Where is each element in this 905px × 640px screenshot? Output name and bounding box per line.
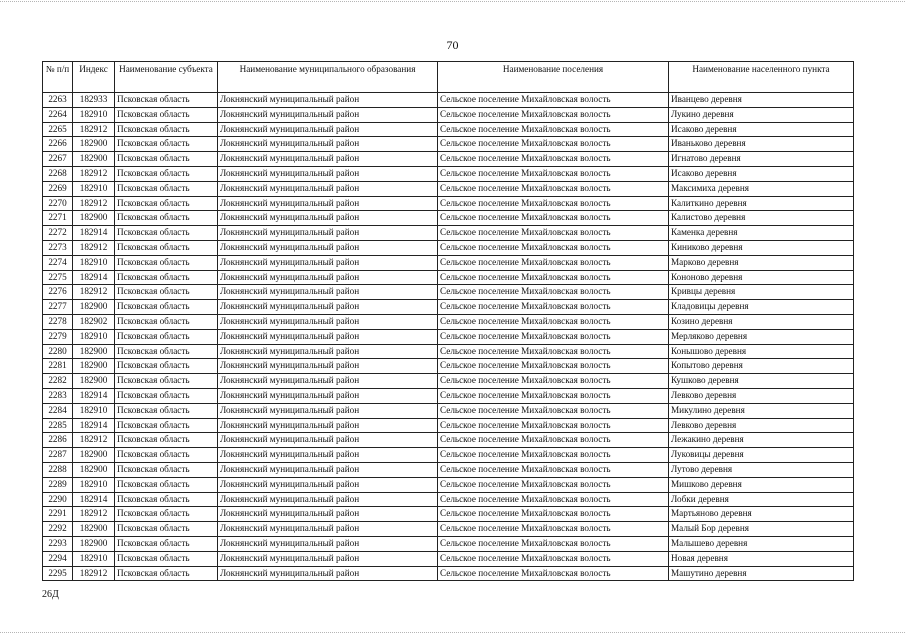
cell-index: 182912 xyxy=(73,122,115,137)
cell-subject: Псковская область xyxy=(115,418,218,433)
cell-settlement: Сельское поселение Михайловская волость xyxy=(438,344,669,359)
cell-number: 2275 xyxy=(43,270,73,285)
column-header-subject: Наименование субъекта xyxy=(115,62,218,93)
table-row xyxy=(43,359,854,374)
table-row xyxy=(43,122,854,137)
cell-subject: Псковская область xyxy=(115,344,218,359)
table-row xyxy=(43,492,854,507)
cell-index: 182910 xyxy=(73,181,115,196)
cell-locality: Конышово деревня xyxy=(669,344,854,359)
table-row xyxy=(43,166,854,181)
column-header-municipality: Наименование муниципального образования xyxy=(218,62,438,93)
cell-settlement: Сельское поселение Михайловская волость xyxy=(438,448,669,463)
cell-subject: Псковская область xyxy=(115,314,218,329)
table-row xyxy=(43,388,854,403)
cell-settlement: Сельское поселение Михайловская волость xyxy=(438,166,669,181)
table-row xyxy=(43,536,854,551)
table-row xyxy=(43,240,854,255)
cell-municipality: Локнянский муниципальный район xyxy=(218,374,438,389)
cell-subject: Псковская область xyxy=(115,536,218,551)
table-row xyxy=(43,211,854,226)
cell-index: 182914 xyxy=(73,418,115,433)
cell-locality: Лежакино деревня xyxy=(669,433,854,448)
cell-municipality: Локнянский муниципальный район xyxy=(218,403,438,418)
cell-number: 2279 xyxy=(43,329,73,344)
table-row xyxy=(43,329,854,344)
cell-index: 182902 xyxy=(73,314,115,329)
cell-settlement: Сельское поселение Михайловская волость xyxy=(438,566,669,581)
cell-municipality: Локнянский муниципальный район xyxy=(218,240,438,255)
cell-settlement: Сельское поселение Михайловская волость xyxy=(438,181,669,196)
cell-subject: Псковская область xyxy=(115,285,218,300)
table-body xyxy=(43,93,854,581)
table-row xyxy=(43,314,854,329)
cell-number: 2276 xyxy=(43,285,73,300)
cell-index: 182900 xyxy=(73,522,115,537)
cell-number: 2284 xyxy=(43,403,73,418)
cell-subject: Псковская область xyxy=(115,329,218,344)
cell-locality: Мерляково деревня xyxy=(669,329,854,344)
cell-locality: Кушково деревня xyxy=(669,374,854,389)
cell-locality: Кривцы деревня xyxy=(669,285,854,300)
cell-settlement: Сельское поселение Михайловская волость xyxy=(438,374,669,389)
cell-settlement: Сельское поселение Михайловская волость xyxy=(438,255,669,270)
cell-index: 182910 xyxy=(73,255,115,270)
cell-municipality: Локнянский муниципальный район xyxy=(218,196,438,211)
cell-number: 2268 xyxy=(43,166,73,181)
cell-number: 2265 xyxy=(43,122,73,137)
cell-settlement: Сельское поселение Михайловская волость xyxy=(438,211,669,226)
cell-municipality: Локнянский муниципальный район xyxy=(218,270,438,285)
cell-index: 182912 xyxy=(73,240,115,255)
column-header-number: № п/п xyxy=(43,62,73,93)
cell-subject: Псковская область xyxy=(115,255,218,270)
cell-locality: Левково деревня xyxy=(669,418,854,433)
cell-locality: Лукино деревня xyxy=(669,107,854,122)
cell-index: 182910 xyxy=(73,551,115,566)
cell-index: 182914 xyxy=(73,226,115,241)
cell-subject: Псковская область xyxy=(115,226,218,241)
cell-locality: Игнатово деревня xyxy=(669,152,854,167)
cell-subject: Псковская область xyxy=(115,166,218,181)
cell-subject: Псковская область xyxy=(115,181,218,196)
cell-municipality: Локнянский муниципальный район xyxy=(218,314,438,329)
cell-number: 2293 xyxy=(43,536,73,551)
cell-locality: Киниково деревня xyxy=(669,240,854,255)
cell-municipality: Локнянский муниципальный район xyxy=(218,462,438,477)
cell-subject: Псковская область xyxy=(115,522,218,537)
table-row xyxy=(43,374,854,389)
cell-subject: Псковская область xyxy=(115,374,218,389)
table-row xyxy=(43,181,854,196)
cell-index: 182912 xyxy=(73,566,115,581)
cell-number: 2290 xyxy=(43,492,73,507)
cell-number: 2266 xyxy=(43,137,73,152)
cell-settlement: Сельское поселение Михайловская волость xyxy=(438,122,669,137)
cell-index: 182912 xyxy=(73,196,115,211)
scan-edge-bottom xyxy=(0,632,905,633)
cell-index: 182910 xyxy=(73,403,115,418)
cell-settlement: Сельское поселение Михайловская волость xyxy=(438,300,669,315)
cell-index: 182900 xyxy=(73,137,115,152)
cell-locality: Максимиха деревня xyxy=(669,181,854,196)
cell-number: 2280 xyxy=(43,344,73,359)
cell-municipality: Локнянский муниципальный район xyxy=(218,418,438,433)
cell-index: 182900 xyxy=(73,448,115,463)
page-number: 70 xyxy=(446,38,459,52)
cell-number: 2287 xyxy=(43,448,73,463)
cell-index: 182914 xyxy=(73,492,115,507)
cell-subject: Псковская область xyxy=(115,403,218,418)
cell-subject: Псковская область xyxy=(115,300,218,315)
cell-number: 2294 xyxy=(43,551,73,566)
column-header-locality: Наименование населенного пункта xyxy=(669,62,854,93)
cell-locality: Исаково деревня xyxy=(669,122,854,137)
cell-settlement: Сельское поселение Михайловская волость xyxy=(438,433,669,448)
cell-subject: Псковская область xyxy=(115,507,218,522)
cell-index: 182914 xyxy=(73,388,115,403)
cell-index: 182912 xyxy=(73,507,115,522)
cell-locality: Микулино деревня xyxy=(669,403,854,418)
cell-municipality: Локнянский муниципальный район xyxy=(218,226,438,241)
cell-locality: Кладовицы деревня xyxy=(669,300,854,315)
cell-number: 2274 xyxy=(43,255,73,270)
cell-settlement: Сельское поселение Михайловская волость xyxy=(438,388,669,403)
cell-subject: Псковская область xyxy=(115,566,218,581)
cell-settlement: Сельское поселение Михайловская волость xyxy=(438,536,669,551)
cell-subject: Псковская область xyxy=(115,388,218,403)
cell-subject: Псковская область xyxy=(115,433,218,448)
table-row xyxy=(43,93,854,108)
cell-locality: Козино деревня xyxy=(669,314,854,329)
cell-number: 2270 xyxy=(43,196,73,211)
cell-number: 2295 xyxy=(43,566,73,581)
cell-index: 182910 xyxy=(73,477,115,492)
cell-subject: Псковская область xyxy=(115,240,218,255)
cell-index: 182900 xyxy=(73,359,115,374)
scan-edge-top xyxy=(0,1,905,2)
cell-municipality: Локнянский муниципальный район xyxy=(218,344,438,359)
cell-index: 182914 xyxy=(73,270,115,285)
cell-municipality: Локнянский муниципальный район xyxy=(218,285,438,300)
cell-subject: Псковская область xyxy=(115,196,218,211)
table-row xyxy=(43,344,854,359)
cell-subject: Псковская область xyxy=(115,93,218,108)
cell-settlement: Сельское поселение Михайловская волость xyxy=(438,270,669,285)
cell-subject: Псковская область xyxy=(115,359,218,374)
cell-municipality: Локнянский муниципальный район xyxy=(218,522,438,537)
table-row xyxy=(43,107,854,122)
table-header-row xyxy=(43,62,854,93)
cell-number: 2269 xyxy=(43,181,73,196)
settlements-table xyxy=(42,61,854,581)
table-row xyxy=(43,255,854,270)
cell-municipality: Локнянский муниципальный район xyxy=(218,536,438,551)
cell-settlement: Сельское поселение Михайловская волость xyxy=(438,240,669,255)
cell-locality: Иванцево деревня xyxy=(669,93,854,108)
cell-municipality: Локнянский муниципальный район xyxy=(218,551,438,566)
cell-index: 182910 xyxy=(73,107,115,122)
cell-number: 2289 xyxy=(43,477,73,492)
cell-locality: Лобки деревня xyxy=(669,492,854,507)
cell-locality: Лутово деревня xyxy=(669,462,854,477)
column-header-index: Индекс xyxy=(73,62,115,93)
cell-municipality: Локнянский муниципальный район xyxy=(218,166,438,181)
table-row xyxy=(43,522,854,537)
cell-settlement: Сельское поселение Михайловская волость xyxy=(438,226,669,241)
cell-settlement: Сельское поселение Михайловская волость xyxy=(438,196,669,211)
cell-settlement: Сельское поселение Михайловская волость xyxy=(438,507,669,522)
cell-number: 2278 xyxy=(43,314,73,329)
cell-index: 182900 xyxy=(73,536,115,551)
cell-number: 2282 xyxy=(43,374,73,389)
table-row xyxy=(43,403,854,418)
cell-subject: Псковская область xyxy=(115,137,218,152)
cell-settlement: Сельское поселение Михайловская волость xyxy=(438,314,669,329)
cell-index: 182910 xyxy=(73,329,115,344)
cell-number: 2277 xyxy=(43,300,73,315)
cell-number: 2264 xyxy=(43,107,73,122)
cell-municipality: Локнянский муниципальный район xyxy=(218,566,438,581)
cell-index: 182900 xyxy=(73,374,115,389)
cell-subject: Псковская область xyxy=(115,107,218,122)
cell-index: 182912 xyxy=(73,433,115,448)
cell-subject: Псковская область xyxy=(115,122,218,137)
cell-settlement: Сельское поселение Михайловская волость xyxy=(438,107,669,122)
table-row xyxy=(43,196,854,211)
cell-subject: Псковская область xyxy=(115,551,218,566)
cell-municipality: Локнянский муниципальный район xyxy=(218,122,438,137)
cell-locality: Марково деревня xyxy=(669,255,854,270)
cell-municipality: Локнянский муниципальный район xyxy=(218,93,438,108)
table-row xyxy=(43,462,854,477)
cell-municipality: Локнянский муниципальный район xyxy=(218,388,438,403)
cell-subject: Псковская область xyxy=(115,492,218,507)
cell-locality: Мишково деревня xyxy=(669,477,854,492)
table-row xyxy=(43,418,854,433)
cell-index: 182912 xyxy=(73,166,115,181)
cell-locality: Мартьяново деревня xyxy=(669,507,854,522)
cell-index: 182912 xyxy=(73,285,115,300)
cell-locality: Левково деревня xyxy=(669,388,854,403)
footer-code: 26Д xyxy=(42,589,59,600)
cell-index: 182933 xyxy=(73,93,115,108)
cell-settlement: Сельское поселение Михайловская волость xyxy=(438,403,669,418)
cell-index: 182900 xyxy=(73,152,115,167)
cell-locality: Калиткино деревня xyxy=(669,196,854,211)
cell-number: 2285 xyxy=(43,418,73,433)
cell-number: 2291 xyxy=(43,507,73,522)
cell-locality: Исаково деревня xyxy=(669,166,854,181)
cell-municipality: Локнянский муниципальный район xyxy=(218,477,438,492)
cell-settlement: Сельское поселение Михайловская волость xyxy=(438,418,669,433)
cell-locality: Каменка деревня xyxy=(669,226,854,241)
cell-number: 2273 xyxy=(43,240,73,255)
cell-settlement: Сельское поселение Михайловская волость xyxy=(438,329,669,344)
cell-index: 182900 xyxy=(73,344,115,359)
cell-subject: Псковская область xyxy=(115,152,218,167)
cell-number: 2288 xyxy=(43,462,73,477)
cell-municipality: Локнянский муниципальный район xyxy=(218,137,438,152)
table-row xyxy=(43,448,854,463)
cell-municipality: Локнянский муниципальный район xyxy=(218,507,438,522)
table-row xyxy=(43,433,854,448)
table-row xyxy=(43,477,854,492)
cell-number: 2263 xyxy=(43,93,73,108)
cell-municipality: Локнянский муниципальный район xyxy=(218,359,438,374)
cell-settlement: Сельское поселение Михайловская волость xyxy=(438,93,669,108)
cell-municipality: Локнянский муниципальный район xyxy=(218,152,438,167)
cell-subject: Псковская область xyxy=(115,211,218,226)
cell-municipality: Локнянский муниципальный район xyxy=(218,181,438,196)
cell-locality: Малый Бор деревня xyxy=(669,522,854,537)
cell-settlement: Сельское поселение Михайловская волость xyxy=(438,462,669,477)
cell-index: 182900 xyxy=(73,211,115,226)
cell-subject: Псковская область xyxy=(115,462,218,477)
cell-settlement: Сельское поселение Михайловская волость xyxy=(438,285,669,300)
cell-municipality: Локнянский муниципальный район xyxy=(218,107,438,122)
column-header-settlement: Наименование поселения xyxy=(438,62,669,93)
table-row xyxy=(43,300,854,315)
cell-locality: Кононово деревня xyxy=(669,270,854,285)
cell-number: 2281 xyxy=(43,359,73,374)
cell-settlement: Сельское поселение Михайловская волость xyxy=(438,492,669,507)
cell-settlement: Сельское поселение Михайловская волость xyxy=(438,522,669,537)
cell-municipality: Локнянский муниципальный район xyxy=(218,448,438,463)
cell-settlement: Сельское поселение Михайловская волость xyxy=(438,551,669,566)
cell-municipality: Локнянский муниципальный район xyxy=(218,211,438,226)
cell-locality: Луковицы деревня xyxy=(669,448,854,463)
cell-municipality: Локнянский муниципальный район xyxy=(218,433,438,448)
table-row xyxy=(43,551,854,566)
cell-index: 182900 xyxy=(73,462,115,477)
cell-number: 2292 xyxy=(43,522,73,537)
table-row xyxy=(43,226,854,241)
cell-municipality: Локнянский муниципальный район xyxy=(218,300,438,315)
cell-subject: Псковская область xyxy=(115,448,218,463)
table-row xyxy=(43,152,854,167)
cell-index: 182900 xyxy=(73,300,115,315)
table-row xyxy=(43,566,854,581)
cell-settlement: Сельское поселение Михайловская волость xyxy=(438,359,669,374)
table-row xyxy=(43,270,854,285)
cell-municipality: Локнянский муниципальный район xyxy=(218,329,438,344)
table-row xyxy=(43,137,854,152)
cell-subject: Псковская область xyxy=(115,477,218,492)
cell-settlement: Сельское поселение Михайловская волость xyxy=(438,137,669,152)
cell-settlement: Сельское поселение Михайловская волость xyxy=(438,152,669,167)
cell-locality: Новая деревня xyxy=(669,551,854,566)
cell-locality: Малышево деревня xyxy=(669,536,854,551)
cell-locality: Иваньково деревня xyxy=(669,137,854,152)
cell-number: 2271 xyxy=(43,211,73,226)
cell-subject: Псковская область xyxy=(115,270,218,285)
cell-number: 2286 xyxy=(43,433,73,448)
table-row xyxy=(43,507,854,522)
table-row xyxy=(43,285,854,300)
cell-municipality: Локнянский муниципальный район xyxy=(218,255,438,270)
cell-municipality: Локнянский муниципальный район xyxy=(218,492,438,507)
cell-number: 2283 xyxy=(43,388,73,403)
cell-locality: Копытово деревня xyxy=(669,359,854,374)
cell-number: 2267 xyxy=(43,152,73,167)
cell-settlement: Сельское поселение Михайловская волость xyxy=(438,477,669,492)
cell-locality: Калистово деревня xyxy=(669,211,854,226)
cell-locality: Машутино деревня xyxy=(669,566,854,581)
cell-number: 2272 xyxy=(43,226,73,241)
